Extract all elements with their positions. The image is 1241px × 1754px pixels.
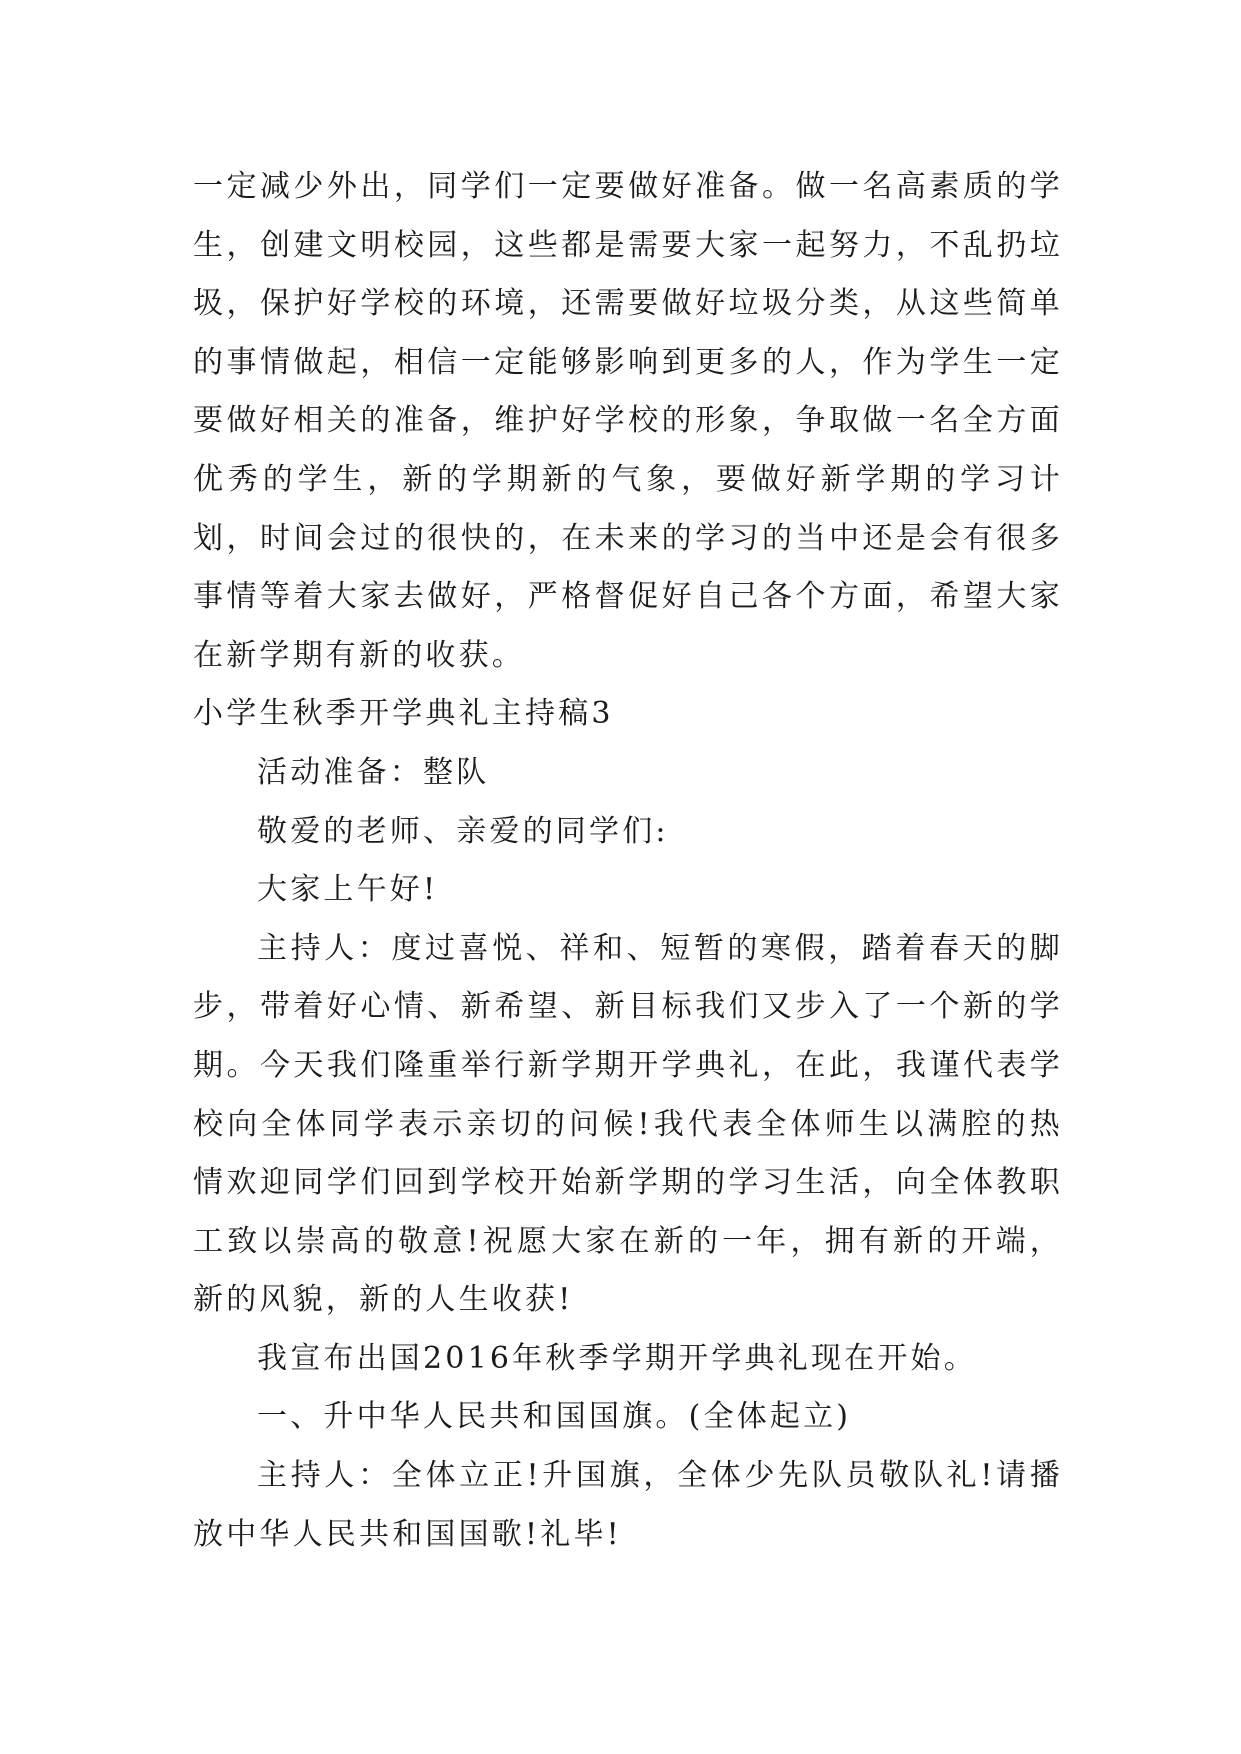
paragraph-host-flag: 主持人：全体立正!升国旗，全体少先队员敬队礼!请播放中华人民共和国国歌!礼毕! xyxy=(193,1458,1063,1552)
paragraph-announcement: 我宣布出国2016年秋季学期开学典礼现在开始。 xyxy=(257,1340,977,1376)
paragraph-preparation: 活动准备：整队 xyxy=(257,754,490,790)
paragraph-salutation: 敬爱的老师、亲爱的同学们: xyxy=(257,813,669,849)
paragraph-continuation: 一定减少外出，同学们一定要做好准备。做一名高素质的学生，创建文明校园，这些都是需要大家一起努力，不乱扔垃圾，保护好学校的环境，还需要做好垃圾分类，从这些简单的事情做起，相信一定能够影响到更多的人，作为学生一定要做好相关的准备，维护好学校的形象，争取做一名全方面优秀的学生，新的学期新的气象，要做好新学期的学习计划，时间会过的很快的，在未来的学习的当中还是会有很多事情等着大家去做好，严格督促好自己各个方面，希望大家在新学期有新的收获。 xyxy=(193,169,1063,673)
paragraph-host-opening: 主持人：度过喜悦、祥和、短暂的寒假，踏着春天的脚步，带着好心情、新希望、新目标我们又步入了一个新的学期。今天我们隆重举行新学期开学典礼，在此，我谨代表学校向全体同学表示亲切的问候!我代表全体师生以满腔的热情欢迎同学们回到学校开始新学期的学习生活，向全体教职工致以崇高的敬意!祝愿大家在新的一年，拥有新的开端，新的风貌，新的人生收获! xyxy=(193,930,1063,1318)
paragraph-greeting: 大家上午好! xyxy=(257,872,439,908)
document-body xyxy=(193,158,1063,1564)
paragraph-flag-raising: 一、升中华人民共和国国旗。(全体起立) xyxy=(257,1399,852,1435)
section-heading: 小学生秋季开学典礼主持稿3 xyxy=(193,696,614,732)
